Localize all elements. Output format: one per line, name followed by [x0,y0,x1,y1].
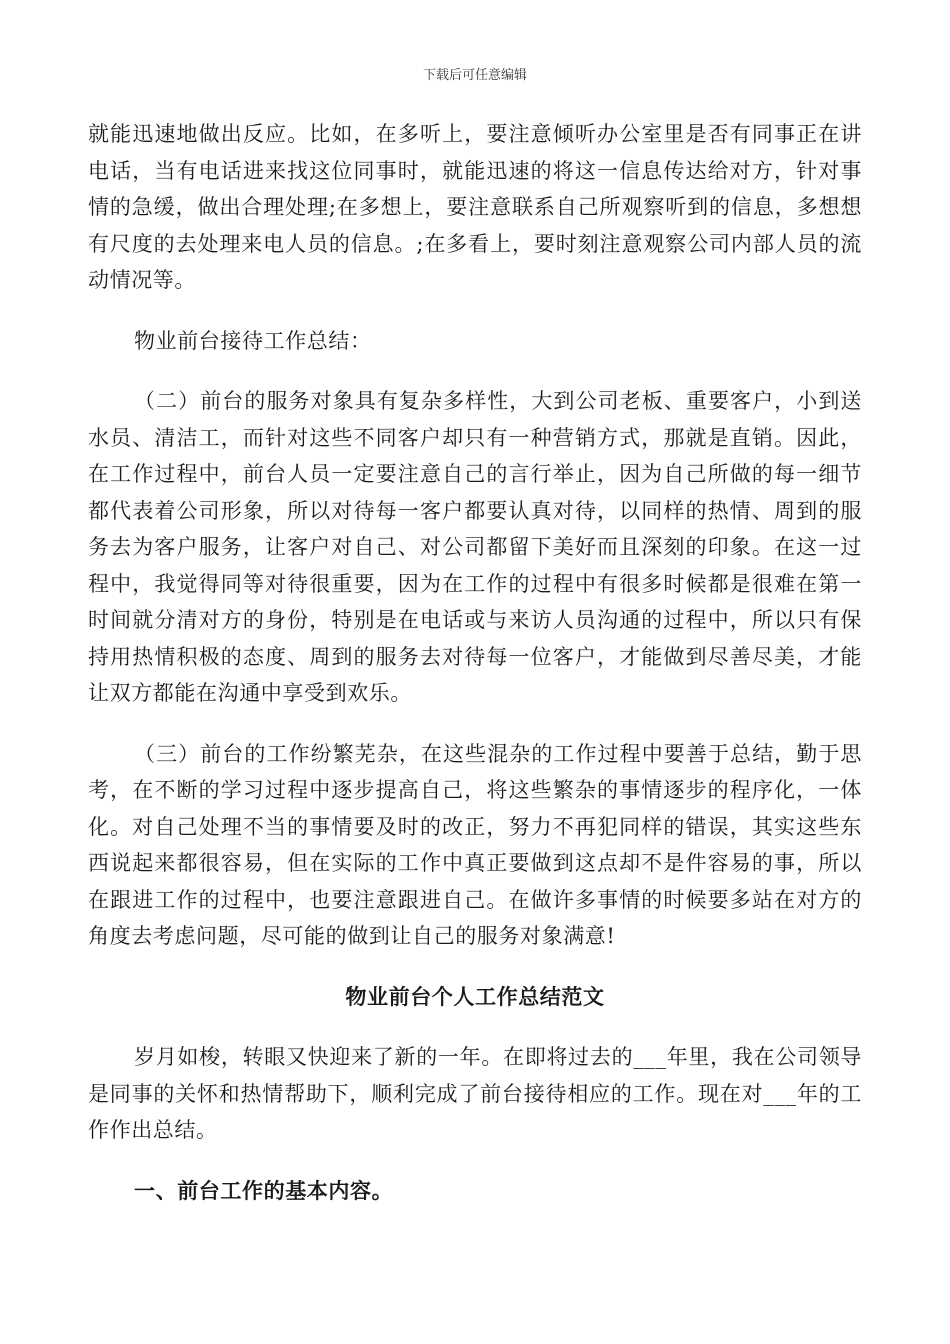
paragraph-three: （三）前台的工作纷繁芜杂，在这些混杂的工作过程中要善于总结，勤于思考，在不断的学习过程中逐步提高自己，将这些繁杂的事情逐步的程序化，一体化。对自己处理不当的事情要及时的改正，努力不再犯同样的错误，其实这些东西说起来都很容易，但在实际的工作中真正要做到这点却不是件容易的事，所以在跟进工作的过程中，也要注意跟进自己。在做许多事情的时候要多站在对方的角度去考虑问题，尽可能的做到让自己的服务对象满意! [88,741,862,948]
section-heading: 一、前台工作的基本内容。 [134,1177,394,1203]
section-label: 物业前台接待工作总结： [134,328,372,353]
paragraph-intro: 岁月如梭，转眼又快迎来了新的一年。在即将过去的___年里，我在公司领导是同事的关怀和热情帮助下，顺利完成了前台接待相应的工作。现在对___年的工作作出总结。 [88,1045,862,1142]
document-body [88,116,862,1209]
page-header: 下载后可任意编辑 [422,68,527,83]
paragraph-continuation: 就能迅速地做出反应。比如，在多听上，要注意倾听办公室里是否有同事正在讲电话，当有电话进来找这位同事时，就能迅速的将这一信息传达给对方，针对事情的急缓，做出合理处理;在多想上，要注意联系自己所观察听到的信息，多想想有尺度的去处理来电人员的信息。;在多看上，要时刻注意观察公司内部人员的流动情况等。 [88,122,862,292]
paragraph-two: （二）前台的服务对象具有复杂多样性，大到公司老板、重要客户，小到送水员、清洁工，而针对这些不同客户却只有一种营销方式，那就是直销。因此，在工作过程中，前台人员一定要注意自己的言行举止，因为自己所做的每一细节都代表着公司形象，所以对待每一客户都要认真对待，以同样的热情、周到的服务去为客户服务，让客户对自己、对公司都留下美好而且深刻的印象。在这一过程中，我觉得同等对待很重要，因为在工作的过程中有很多时候都是很难在第一时间就分清对方的身份，特别是在电话或与来访人员沟通的过程中，所以只有保持用热情积极的态度、周到的服务去对待每一位客户，才能做到尽善尽美，才能让双方都能在沟通中享受到欢乐。 [88,389,862,705]
article-title: 物业前台个人工作总结范文 [345,983,605,1009]
